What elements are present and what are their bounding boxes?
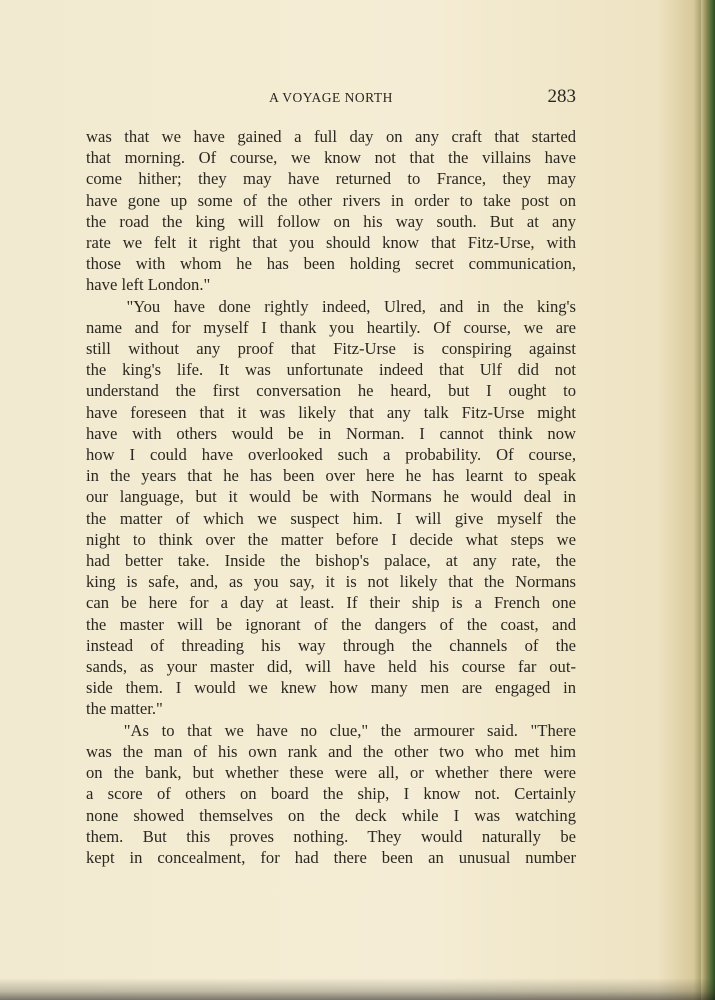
text-line: in the years that he has been over here he has learnt to speak: [86, 466, 576, 486]
text-line: the matter of which we suspect him. I will give myself the: [86, 508, 576, 528]
text-line: "You have done rightly indeed, Ulred, and in the king's: [86, 296, 576, 316]
text-line: how I could have overlooked such a probability. Of course,: [86, 445, 576, 465]
text-line: was that we have gained a full day on any craft that started: [86, 127, 576, 146]
text-line: instead of threading his way through the channels of the: [86, 635, 576, 655]
text-line: rate we felt it right that you should know that Fitz-Urse, with: [86, 233, 576, 253]
text-line: side them. I would we knew how many men are engaged in: [86, 678, 576, 698]
text-line: understand the first conversation he heard, but I ought to: [86, 381, 576, 401]
text-line: a score of others on board the ship, I know not. Certainly: [86, 784, 576, 804]
text-line: the matter.": [86, 699, 163, 719]
text-line: none showed themselves on the deck while I was watching: [86, 805, 576, 825]
text-line: can be here for a day at least. If their ship is a French one: [86, 593, 576, 613]
text-line: on the bank, but whether these were all, or whether there were: [86, 763, 576, 783]
bottom-shadow: [0, 978, 715, 1000]
text-line: was the man of his own rank and the other two who met him: [86, 741, 576, 761]
body-text: [86, 126, 576, 868]
text-line: have left London.": [86, 275, 211, 295]
text-line: sands, as your master did, will have held his course far out-: [86, 657, 576, 677]
text-line: name and for myself I thank you heartily. Of course, we are: [86, 317, 576, 337]
text-line: had better take. Inside the bishop's palace, at any rate, the: [86, 551, 576, 571]
text-line: the master will be ignorant of the dangers of the coast, and: [86, 614, 576, 634]
page-edge: [701, 0, 715, 1000]
page-number: 283: [547, 86, 576, 107]
text-line: king is safe, and, as you say, it is not likely that the Normans: [86, 572, 576, 592]
text-line: have gone up some of the other rivers in order to take post on: [86, 190, 576, 210]
text-line: our language, but it would be with Normans he would deal in: [86, 487, 576, 507]
text-line: kept in concealment, for had there been an unusual number: [86, 847, 576, 867]
text-line: come hither; they may have returned to France, they may: [86, 169, 576, 189]
running-title: A VOYAGE NORTH: [269, 90, 393, 105]
text-line: have foreseen that it was likely that any talk Fitz-Urse might: [86, 402, 576, 422]
text-line: the road the king will follow on his way south. But at any: [86, 211, 576, 231]
text-line: still without any proof that Fitz-Urse is conspiring against: [86, 339, 576, 359]
text-line: them. But this proves nothing. They would naturally be: [86, 826, 576, 846]
text-line: those with whom he has been holding secret communication,: [86, 254, 576, 274]
text-line: night to think over the matter before I decide what steps we: [86, 529, 576, 549]
text-line: that morning. Of course, we know not that the villains have: [86, 148, 576, 168]
text-line: "As to that we have no clue," the armourer said. "There: [86, 720, 576, 740]
text-line: the king's life. It was unfortunate indeed that Ulf did not: [86, 360, 576, 380]
text-line: have with others would be in Norman. I cannot think now: [86, 423, 576, 443]
page-header: [86, 86, 576, 110]
